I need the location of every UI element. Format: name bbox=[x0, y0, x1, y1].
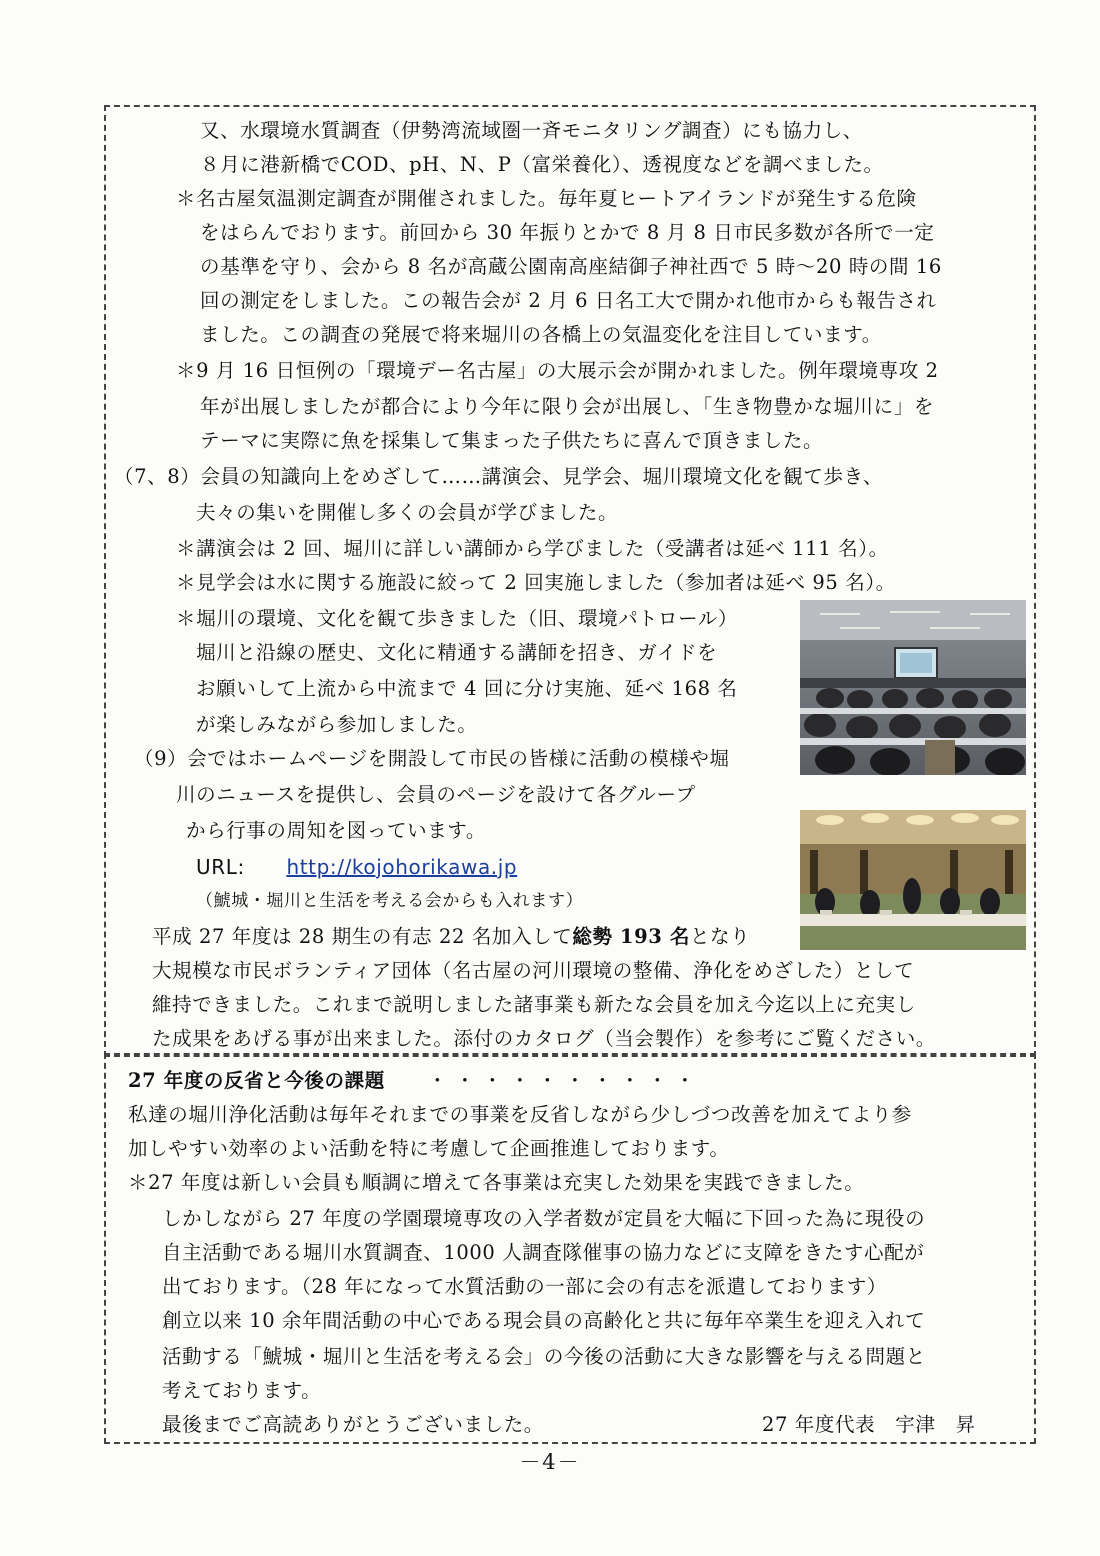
text-line: 年が出展しましたが都合により今年に限り会が出展し、「生き物豊かな堀川に」を bbox=[200, 395, 934, 418]
text-line: ました。この調査の発展で将来堀川の各橋上の気温変化を注目しています。 bbox=[200, 323, 882, 346]
review-line: 考えております。 bbox=[162, 1379, 322, 1402]
text-line: 回の測定をしました。この報告会が 2 月 6 日名工大で開かれ他市からも報告され bbox=[200, 289, 937, 312]
text-line: ＊見学会は水に関する施設に絞って 2 回実施しました（参加者は延べ 95 名）。 bbox=[176, 571, 896, 594]
homepage-link[interactable]: http://kojohorikawa.jp bbox=[286, 855, 518, 879]
text-line: お願いして上流から中流まで 4 回に分け実施、延べ 168 名 bbox=[196, 677, 738, 700]
review-line: 活動する「鯱城・堀川と生活を考える会」の今後の活動に大きな影響を与える問題と bbox=[162, 1345, 926, 1368]
text-line: が楽しみながら参加しました。 bbox=[196, 713, 478, 736]
text-line: ＊講演会は 2 回、堀川に詳しい講師から学びました（受講者は延べ 111 名）。 bbox=[176, 537, 889, 560]
url-note: （鯱城・堀川と生活を考える会からも入れます） bbox=[196, 891, 584, 911]
review-heading-text: 27 年度の反省と今後の課題 bbox=[128, 1069, 385, 1092]
text-line: （9）会ではホームページを開設して市民の皆様に活動の模様や堀 bbox=[134, 747, 730, 770]
text-line: の基準を守り、会から 8 名が高蔵公園南高座結御子神社西で 5 時〜20 時の間 16 bbox=[200, 255, 942, 278]
review-line: 創立以来 10 余年間活動の中心である現会員の高齢化と共に毎年卒業生を迎え入れて bbox=[162, 1309, 926, 1332]
summary-line-1 bbox=[152, 924, 750, 950]
summary-line-4: た成果をあげる事が出来ました。添付のカタログ（当会製作）を参考にご覧ください。 bbox=[152, 1027, 936, 1050]
closing-text: 最後までご高読ありがとうございました。 bbox=[162, 1413, 544, 1436]
text-line: から行事の周知を図っています。 bbox=[186, 819, 486, 842]
text-line: をはらんでおります。前回から 30 年振りとかで 8 月 8 日市民多数が各所で一定 bbox=[200, 221, 935, 244]
total-members: 総勢 193 名 bbox=[572, 925, 690, 948]
summary-line-2: 大規模な市民ボランティア団体（名古屋の河川環境の整備、浄化をめざした）として bbox=[152, 959, 915, 982]
review-line: ＊27 年度は新しい会員も順調に増えて各事業は充実した効果を実践できました。 bbox=[128, 1171, 865, 1194]
review-line: 自主活動である堀川水質調査、1000 人調査隊催事の協力などに支障をきたす心配が bbox=[162, 1241, 925, 1264]
signature: 27 年度代表 宇津 昇 bbox=[762, 1413, 976, 1436]
text-line: 川のニュースを提供し、会員のページを設けて各グループ bbox=[176, 783, 696, 806]
heading-dots: ・・・・・・・・・・ bbox=[427, 1069, 703, 1092]
text-line: 又、水環境水質調査（伊勢湾流域圏一斉モニタリング調査）にも協力し、 bbox=[200, 119, 863, 142]
review-line: 加しやすい効率のよい活動を特に考慮して企画推進しております。 bbox=[128, 1137, 730, 1160]
url-label: URL: bbox=[196, 855, 245, 879]
review-line: 私達の堀川浄化活動は毎年それまでの事業を反省しながら少しづつ改善を加えてより参 bbox=[128, 1103, 912, 1126]
review-heading bbox=[128, 1068, 703, 1094]
summary-text: となり bbox=[689, 925, 751, 948]
summary-line-3: 維持できました。これまで説明しました諸事業も新たな会員を加え今迄以上に充実し bbox=[152, 993, 916, 1016]
url-row bbox=[196, 854, 517, 881]
review-line: 出ております。（28 年になって水質活動の一部に会の有志を派遣しております） bbox=[162, 1275, 888, 1298]
text-line: 夫々の集いを開催し多くの会員が学びました。 bbox=[196, 501, 619, 524]
page-number: －4－ bbox=[519, 1450, 581, 1474]
text-line: ＊9 月 16 日恒例の「環境デー名古屋」の大展示会が開かれました。例年環境専攻 2 bbox=[176, 359, 939, 382]
review-line: しかしながら 27 年度の学園環境専攻の入学者数が定員を大幅に下回った為に現役の bbox=[162, 1207, 926, 1230]
summary-text: 平成 27 年度は 28 期生の有志 22 名加入して bbox=[152, 925, 573, 948]
text-line: ＊名古屋気温測定調査が開催されました。毎年夏ヒートアイランドが発生する危険 bbox=[176, 187, 917, 210]
text-line: （7、8）会員の知識向上をめざして……講演会、見学会、堀川環境文化を観て歩き、 bbox=[114, 465, 883, 488]
text-line: テーマに実際に魚を採集して集まった子供たちに喜んで頂きました。 bbox=[200, 429, 824, 452]
text-line: ８月に港新橋でCOD、pH、N、P（富栄養化）、透視度などを調べました。 bbox=[200, 153, 884, 176]
text-line: ＊堀川の環境、文化を観て歩きました（旧、環境パトロール） bbox=[176, 607, 739, 630]
meeting-photo bbox=[800, 810, 1026, 950]
lecture-photo bbox=[800, 600, 1026, 775]
text-line: 堀川と沿線の歴史、文化に精通する講師を招き、ガイドを bbox=[196, 641, 718, 664]
